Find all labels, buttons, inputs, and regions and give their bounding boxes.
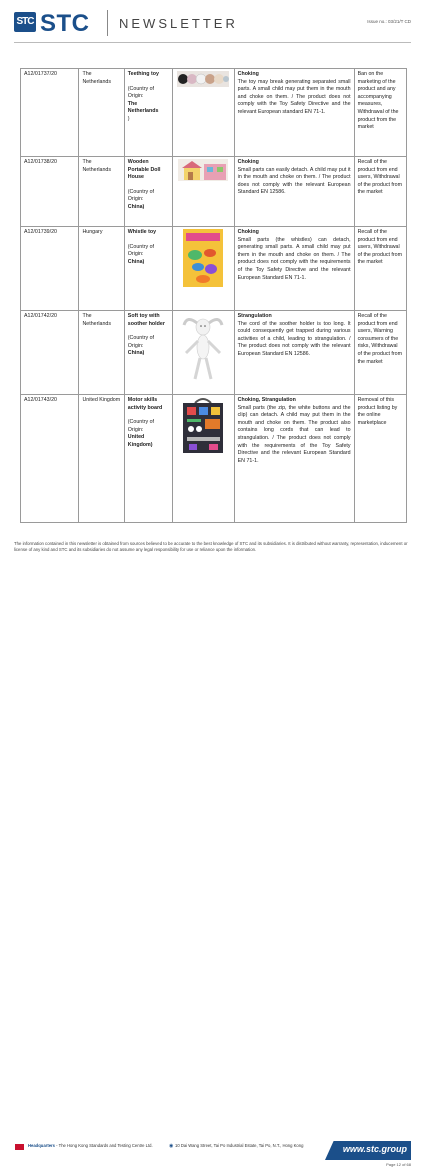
hazard-text: Small parts can easily detach. A child may put it in the mouth and choke on them. / The product does not comply with the relevant European Standard EN 12586. [237,166,351,196]
image-cell [173,311,234,395]
country-cell: United Kingdom [79,395,124,523]
stc-logo-mark: STC [14,12,36,32]
measure-cell: Removal of this product listing by the online marketplace [354,395,406,523]
recall-table [20,68,407,523]
hazard-cell [234,311,354,395]
headquarters-label: Headquarters [28,1143,55,1148]
origin-label: (Country of Origin: [127,243,154,258]
product-name: Motor skills activity board [127,397,163,411]
image-cell [173,69,234,157]
origin-country: China) [127,350,145,357]
country-cell: The Netherlands [79,311,124,395]
table-row [21,395,407,523]
header-rule [14,42,411,43]
hazard-title: Choking [237,71,259,77]
ref-cell: A12/01739/20 [21,227,79,311]
headquarters-line [28,1143,153,1148]
newsletter-title: NEWSLETTER [119,16,238,31]
country-cell: The Netherlands [79,69,124,157]
image-cell [173,227,234,311]
table-row [21,311,407,395]
measure-cell: Recall of the product from end users, Withdrawal of the product from the market [354,157,406,227]
website-link[interactable]: www.stc.group [342,1144,407,1154]
soft-toy-photo [181,313,225,385]
hazard-cell [234,157,354,227]
footer-bar [0,570,425,1167]
doll-house-photo [178,159,228,181]
hazard-title: Choking [237,229,259,235]
location-pin-icon: ◉ [169,1143,174,1149]
origin-label: (Country of Origin: [127,419,154,433]
hazard-title: Choking, Strangulation [237,397,296,403]
origin-close: ) [127,115,130,122]
ref-cell: A12/01737/20 [21,69,79,157]
product-name: Soft toy with soother holder [127,313,165,327]
hazard-text: The toy may break generating separated small parts. A small child may put them in the mouth and choke on them. / The product does not comply with the Toy Safety Directive and the relevant European standard EN 71-1. [237,78,351,115]
image-cell [173,157,234,227]
table-row [21,69,407,157]
hazard-cell [234,227,354,311]
product-cell [124,69,172,157]
product-name: Whistle toy [127,229,157,235]
teething-toy-photo [177,71,229,87]
measure-cell: Ban on the marketing of the product and any accompanying measures, Withdrawal of the product from the market [354,69,406,157]
stc-logo-text: STC [40,10,90,37]
origin-label: (Country of Origin: [127,85,154,100]
product-cell [124,157,172,227]
newsletter-header [0,0,425,44]
ref-cell: A12/01742/20 [21,311,79,395]
country-cell: Hungary [79,227,124,311]
origin-country: China) [127,203,145,210]
origin-country: United Kingdom) [127,434,153,448]
table-row [21,227,407,311]
hazard-cell [234,69,354,157]
origin-country: The Netherlands [127,100,159,115]
address: 10 Dai Wang Street, Tai Po Industrial Estate, Tai Po, N.T., Hong Kong [175,1143,304,1148]
origin-label: (Country of Origin: [127,335,154,349]
ref-cell: A12/01738/20 [21,157,79,227]
activity-board-photo [179,397,227,457]
hong-kong-flag-icon [15,1144,24,1150]
measure-cell: Recall of the product from end users, Withdrawal of the product from the market [354,227,406,311]
hazard-text: Small parts (the zip, the white buttons and the clip) can detach. A child may put them in the mouth and choke on them. The product also contains long cords that can lead to strangulation. / The product does not comply with the requirements of the Toy Safety Directive and the relevant European Standard EN 71-1. [237,404,351,464]
hazard-title: Choking [237,159,259,165]
header-divider [107,10,108,36]
measure-cell: Recall of the product from end users, Warning consumers of the risks, Withdrawal of the product from the market [354,311,406,395]
page-number: Page 12 of 68 [386,1162,411,1167]
hazard-cell [234,395,354,523]
hazard-text: Small parts (the whistles) can detach, generating small parts. A small child may put them in the mouth and choke on them. / The product does not comply with the requirements of the Toy Safety Directive and the relevant European Standard EN 71-1. [237,236,351,281]
country-cell: The Netherlands [79,157,124,227]
product-cell [124,227,172,311]
product-cell [124,395,172,523]
product-name: Wooden Portable Doll House [127,159,161,181]
image-cell [173,395,234,523]
product-cell [124,311,172,395]
ref-cell: A12/01743/20 [21,395,79,523]
hazard-title: Strangulation [237,313,272,319]
issue-number: Issue no.: 03/21/T CD [367,19,411,24]
disclaimer: The information contained in this newsletter is obtained from sources believed to be accurate to the best knowledge of STC and its subsidiaries. It is distributed without warranty, representation, inducement or license of any kind and STC and its subsidiaries do not assume any legal responsibility for use or reliance upon the information. [14,541,408,552]
hazard-text: The cord of the soother holder is too long. It could consequently get trapped during various activities of a child, leading to strangulation. / The product does not comply with the relevant European Standard EN 12586. [237,320,351,357]
table-row [21,157,407,227]
origin-label: (Country of Origin: [127,188,154,203]
whistle-toy-photo [183,229,223,287]
origin-country: China) [127,258,145,265]
product-name: Teething toy [127,71,159,77]
headquarters-name: - The Hong Kong Standards and Testing Centre Ltd. [55,1143,153,1148]
